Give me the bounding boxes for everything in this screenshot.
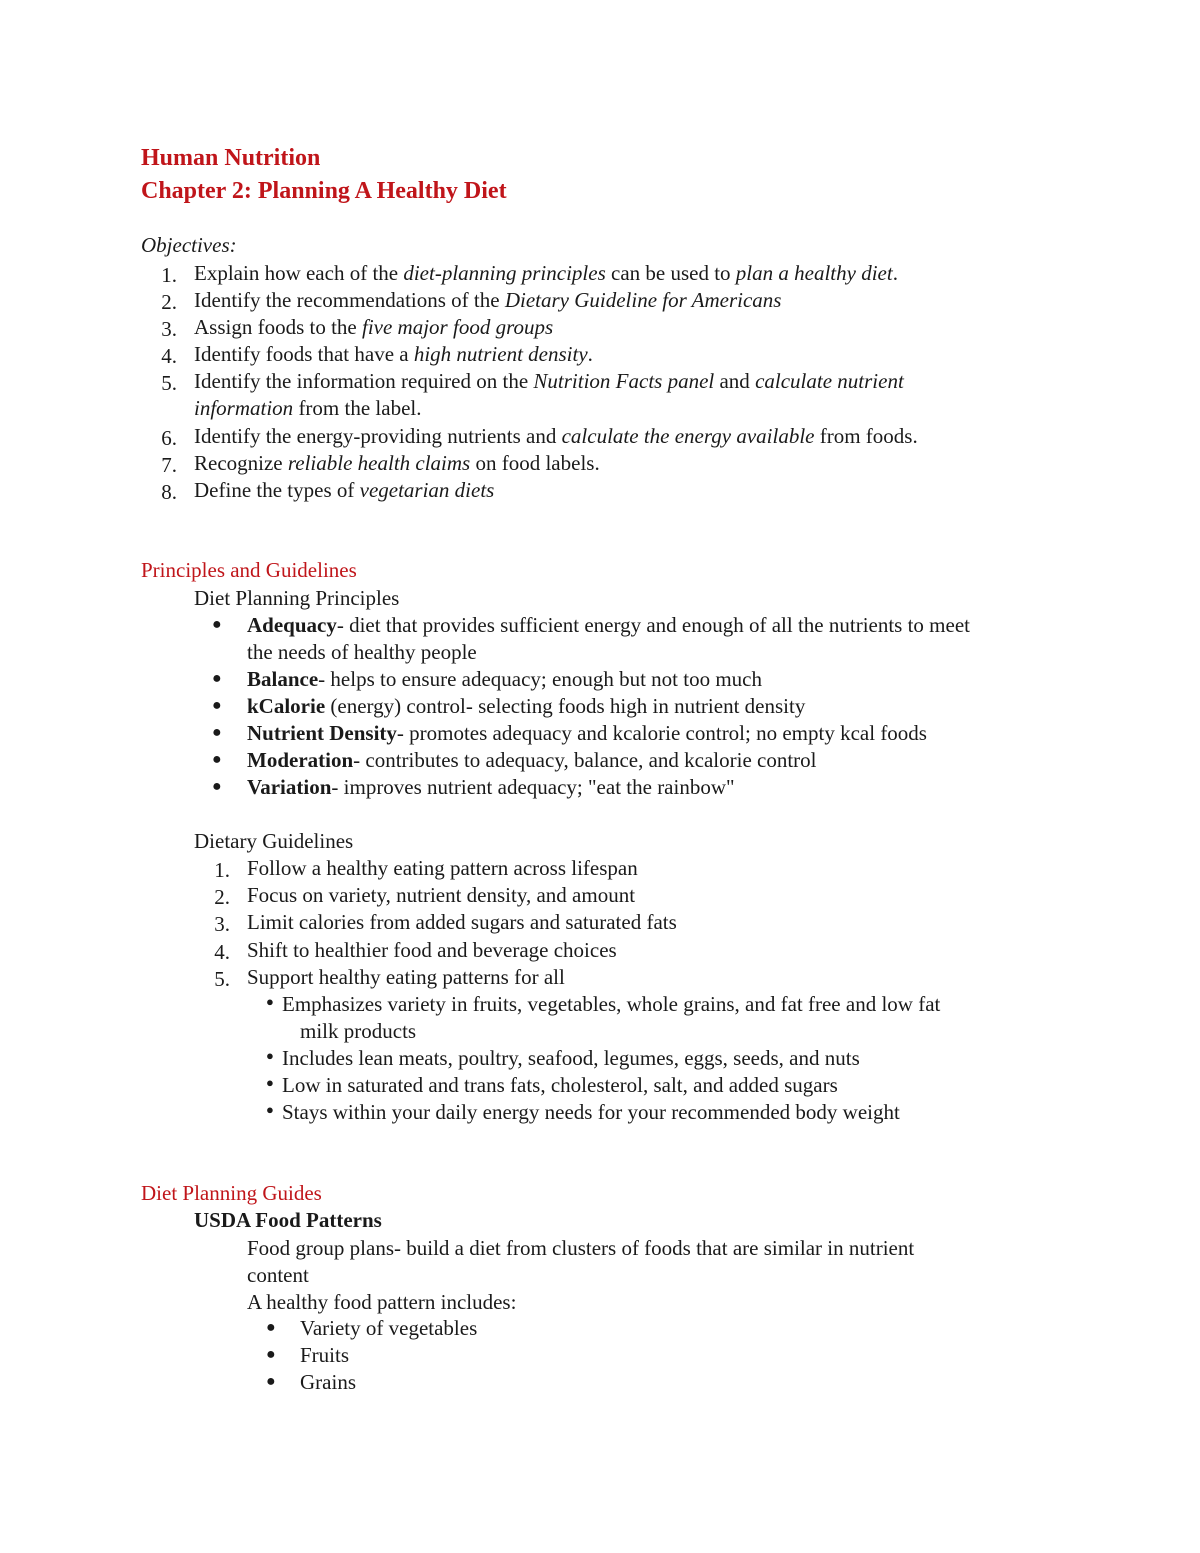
guideline-number: 5. (214, 967, 230, 991)
objective-item: Identify foods that have a high nutrient density. (194, 342, 593, 366)
objectives-label: Objectives: (141, 233, 237, 257)
objective-number: 5. (161, 371, 177, 395)
guideline-sub-item: Low in saturated and trans fats, cholesterol, salt, and added sugars (282, 1073, 838, 1097)
bullet-icon: ● (266, 1346, 276, 1363)
guideline-sub-item: Includes lean meats, poultry, seafood, legumes, eggs, seeds, and nuts (282, 1046, 860, 1070)
healthy-pattern-label: A healthy food pattern includes: (247, 1290, 517, 1314)
principle-item: Moderation- contributes to adequacy, balance, and kcalorie control (247, 748, 817, 772)
diet-planning-principles-label: Diet Planning Principles (194, 586, 400, 610)
guideline-number: 1. (214, 858, 230, 882)
bullet-icon: ● (212, 697, 222, 714)
principle-item: Adequacy- diet that provides sufficient energy and enough of all the nutrients to meet (247, 613, 970, 637)
guideline-item: Focus on variety, nutrient density, and amount (247, 883, 636, 907)
course-title: Human Nutrition (141, 145, 321, 171)
objective-number: 8. (161, 480, 177, 504)
objective-item: Assign foods to the five major food groups (194, 315, 554, 339)
healthy-pattern-item: Fruits (300, 1343, 350, 1367)
guideline-number: 3. (214, 912, 230, 936)
principle-item: Balance- helps to ensure adequacy; enough but not too much (247, 667, 762, 691)
principle-item-continued: the needs of healthy people (247, 640, 477, 664)
guideline-item: Shift to healthier food and beverage choices (247, 938, 617, 962)
objective-number: 3. (161, 317, 177, 341)
objective-number: 1. (161, 263, 177, 287)
objective-item-continued: information from the label. (194, 396, 422, 420)
bullet-icon: ● (212, 616, 222, 633)
bullet-icon: ● (212, 670, 222, 687)
bullet-icon: ● (212, 724, 222, 741)
principle-item: Nutrient Density- promotes adequacy and kcalorie control; no empty kcal foods (247, 721, 927, 745)
guideline-item: Support healthy eating patterns for all (247, 965, 565, 989)
bullet-icon: ● (266, 1075, 274, 1090)
objective-number: 7. (161, 453, 177, 477)
objective-item: Identify the energy-providing nutrients and calculate the energy available from foods. (194, 424, 918, 448)
food-group-plans-text: Food group plans- build a diet from clusters of foods that are similar in nutrient (247, 1236, 915, 1260)
objective-number: 4. (161, 344, 177, 368)
guideline-number: 2. (214, 885, 230, 909)
bullet-icon: ● (266, 1048, 274, 1063)
guideline-item: Follow a healthy eating pattern across lifespan (247, 856, 638, 880)
bullet-icon: ● (266, 1373, 276, 1390)
section-heading-guides: Diet Planning Guides (141, 1181, 322, 1205)
guideline-sub-item-continued: milk products (300, 1019, 417, 1043)
guideline-sub-item: Stays within your daily energy needs for your recommended body weight (282, 1100, 900, 1124)
food-group-plans-text-continued: content (247, 1263, 309, 1287)
bullet-icon: ● (266, 1319, 276, 1336)
objective-item: Recognize reliable health claims on food labels. (194, 451, 600, 475)
dietary-guidelines-label: Dietary Guidelines (194, 829, 354, 853)
bullet-icon: ● (212, 751, 222, 768)
principle-item: kCalorie (energy) control- selecting foods high in nutrient density (247, 694, 806, 718)
principle-item: Variation- improves nutrient adequacy; "eat the rainbow" (247, 775, 735, 799)
bullet-icon: ● (212, 778, 222, 795)
guideline-sub-item: Emphasizes variety in fruits, vegetables, whole grains, and fat free and low fat (282, 992, 941, 1016)
guideline-item: Limit calories from added sugars and saturated fats (247, 910, 677, 934)
objective-number: 2. (161, 290, 177, 314)
chapter-title: Chapter 2: Planning A Healthy Diet (141, 178, 507, 204)
objective-item: Identify the information required on the Nutrition Facts panel and calculate nutrient (194, 369, 904, 393)
objective-item: Explain how each of the diet-planning principles can be used to plan a healthy diet. (194, 261, 898, 285)
healthy-pattern-item: Variety of vegetables (300, 1316, 478, 1340)
objective-item: Define the types of vegetarian diets (194, 478, 495, 502)
objective-number: 6. (161, 426, 177, 450)
healthy-pattern-item: Grains (300, 1370, 356, 1394)
usda-food-patterns-label: USDA Food Patterns (194, 1208, 382, 1232)
bullet-icon: ● (266, 994, 274, 1009)
objective-item: Identify the recommendations of the Dietary Guideline for Americans (194, 288, 782, 312)
section-heading-principles: Principles and Guidelines (141, 558, 357, 582)
guideline-number: 4. (214, 940, 230, 964)
bullet-icon: ● (266, 1102, 274, 1117)
